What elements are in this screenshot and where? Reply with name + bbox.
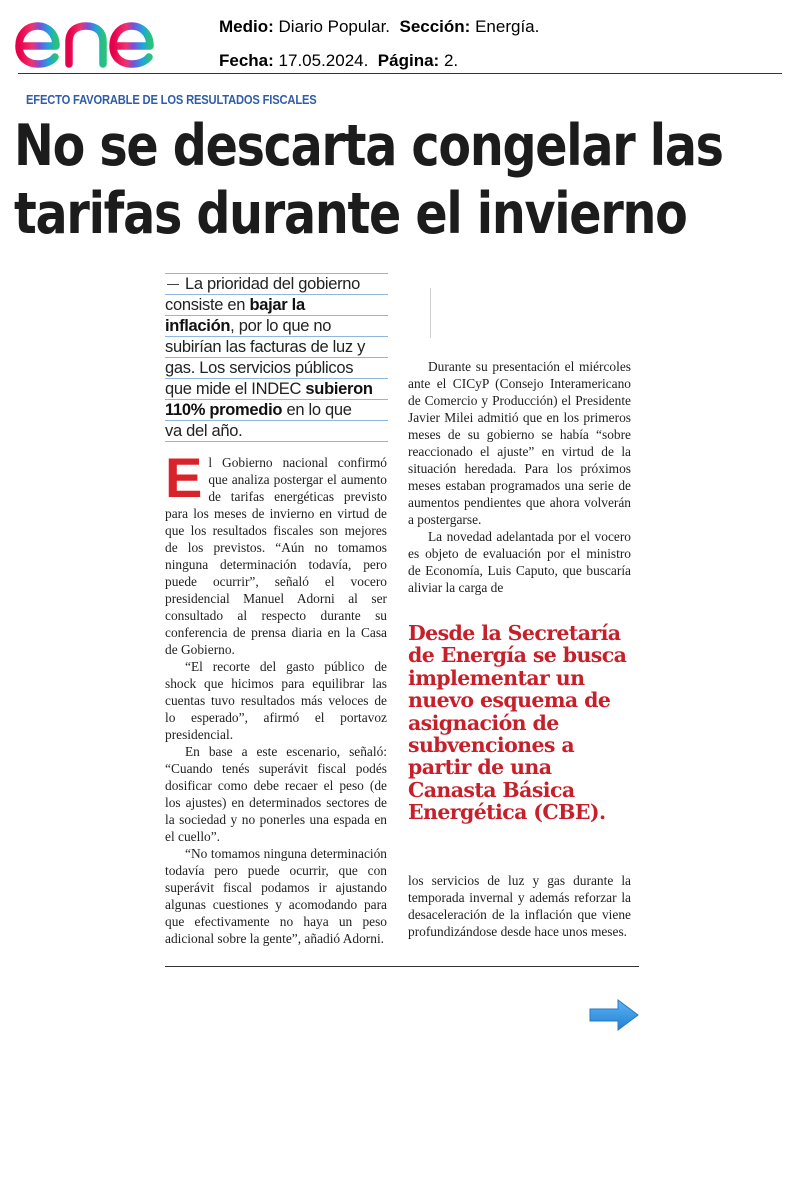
- headline-line-2: tarifas durante el invierno: [14, 181, 687, 247]
- paragraph: La novedad adelantada por el vocero es objeto de evaluación por el ministro de Economía, Luis Caputo, que buscaría aliviar la carga de: [408, 529, 631, 595]
- article-bottom-rule: [165, 966, 639, 967]
- article-headline: [14, 112, 723, 248]
- lead-line: que mide el INDEC subieron: [165, 379, 388, 400]
- paragraph: El Gobierno nacional confirmó que analiza postergar el aumento de tarifas energéticas previsto para los meses de invierno en virtud de que los resultados fiscales son mejores de los previstos. “Aún no tomamos ninguna determinación todavía, pero puede ocurrir”, señaló el vocero presidencial Manuel Adorni al ser consultado al respecto durante su conferencia de prensa diaria en la Casa de Gobierno.: [165, 446, 387, 657]
- article-column-left: [165, 446, 387, 947]
- article-column-right: [408, 358, 631, 596]
- drop-cap: E: [165, 446, 203, 509]
- right-arrow-icon[interactable]: [588, 998, 640, 1032]
- lead-line: va del año.: [165, 421, 388, 442]
- paragraph: “No tomamos ninguna determinación todavía pero puede ocurrir, que con superávit fiscal podamos ir ajustando algunas cuestiones y acomodando para que efectivamente no haya un peso adicional sobre la gente”, añadió Adorni.: [165, 846, 387, 946]
- lead-dash-icon: [167, 284, 179, 285]
- header-divider: [18, 73, 782, 74]
- seccion-label: Sección:: [399, 17, 471, 36]
- fecha-value: 17.05.2024.: [278, 51, 369, 70]
- seccion-value: Energía.: [475, 17, 540, 36]
- paragraph: En base a este escenario, señaló: “Cuando tenés superávit fiscal podés dosificar como debe recaer el peso (de los ajustes) en determinados sectores de la sociedad y no ponerles una espada en el cuello”.: [165, 744, 387, 844]
- paragraph: Durante su presentación el miércoles ante el CICyP (Consejo Interamericano de Comercio y Producción) el Presidente Javier Milei admitió que en los primeros meses de su gobierno se había “sobre reaccionado el ajuste” en virtud de la situación heredada. Para los próximos meses estaban programados una serie de aumentos pendientes que ahora volverán a postergarse.: [408, 359, 631, 527]
- pagina-label: Página:: [377, 51, 440, 70]
- lead-line: subirían las facturas de luz y: [165, 337, 388, 358]
- enel-logo: [14, 8, 180, 70]
- lead-line: consiste en bajar la: [165, 295, 388, 316]
- lead-line: gas. Los servicios públicos: [165, 358, 388, 379]
- article-lead: [165, 273, 388, 442]
- medio-label: Medio:: [219, 17, 274, 36]
- article-kicker: EFECTO FAVORABLE DE LOS RESULTADOS FISCALES: [26, 92, 317, 107]
- lead-line: 110% promedio en lo que: [165, 400, 388, 421]
- headline-line-1: No se descarta congelar las: [14, 113, 723, 179]
- lead-line: La prioridad del gobierno: [165, 273, 388, 295]
- article-column-right-continued: [408, 872, 631, 940]
- press-clip-meta: [219, 10, 539, 78]
- column-divider-mark: [430, 288, 431, 338]
- fecha-label: Fecha:: [219, 51, 274, 70]
- pagina-value: 2.: [443, 51, 459, 70]
- lead-line: inflación, por lo que no: [165, 316, 388, 337]
- paragraph: los servicios de luz y gas durante la temporada invernal y además reforzar la desaceleración de la inflación que viene profundizándose desde hace unos meses.: [408, 873, 631, 939]
- paragraph: “El recorte del gasto público de shock que hicimos para equilibrar las cuentas tuvo resultados más veloces de lo esperado”, afirmó el portavoz presidencial.: [165, 659, 387, 742]
- medio-value: Diario Popular.: [278, 17, 391, 36]
- pull-quote: Desde la Secretaría de Energía se busca implementar un nuevo esquema de asignación de subvenciones a partir de una Canasta Básica Energética (CBE).: [408, 621, 627, 825]
